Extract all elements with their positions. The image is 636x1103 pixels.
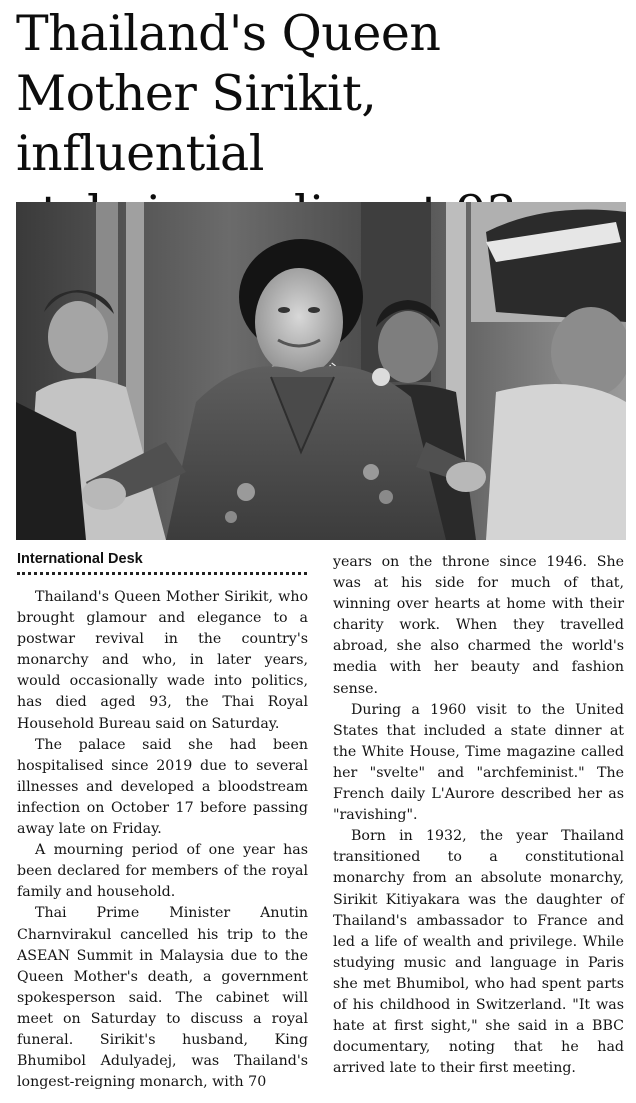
paragraph: years on the throne since 1946. She was at his side for much of that, winning over hearts at home with their charity work. When they travelled abroad, she also charmed the world's media with her beauty and fashion sense.: [333, 554, 624, 697]
paragraph: A mourning period of one year has been declared for members of the royal family and household.: [17, 842, 308, 901]
paragraph: During a 1960 visit to the United States that included a state dinner at the White House, Time magazine called her "svelte" and "archfeminist." The French daily L'Aurore described her as "ravishing".: [333, 701, 624, 824]
paragraph: Born in 1932, the year Thailand transitioned to a constitutional monarchy from an absolute monarchy, Sirikit Kitiyakara was the daughter of Thailand's ambassador to France and led a life of wealth and privilege. While studying music and language in Paris she met Bhumibol, who had spent parts of his childhood in Switzerland. "It was hate at first sight," she said in a BBC documentary, noting that he had arrived late to their first meeting.: [333, 828, 624, 1077]
byline: International Desk: [17, 551, 143, 567]
photo-illustration: [16, 202, 626, 540]
right-column: [333, 552, 624, 1079]
paragraph: The palace said she had been hospitalised since 2019 due to several illnesses and developed a bloodstream infection on October 17 before passing away late on Friday.: [17, 736, 308, 838]
headline-line-2: Mother Sirikit, influential: [16, 65, 377, 182]
left-column: [17, 548, 308, 1093]
paragraph: Thailand's Queen Mother Sirikit, who brought glamour and elegance to a postwar revival in the country's monarchy and who, in later years, would occasionally wade into politics, has died aged 93, the Thai Royal Household Bureau said on Saturday.: [17, 589, 308, 732]
news-photo: [16, 202, 626, 540]
byline-dotted-rule: [17, 572, 307, 575]
paragraph: Thai Prime Minister Anutin Charnvirakul cancelled his trip to the ASEAN Summit in Malaysia due to the Queen Mother's death, a government spokesperson said. The cabinet will meet on Saturday to discuss a royal funeral. Sirikit's husband, King Bhumibol Adulyadej, was Thailand's longest-reigning monarch, with 70: [17, 905, 308, 1091]
headline-line-1: Thailand's Queen: [16, 5, 441, 62]
